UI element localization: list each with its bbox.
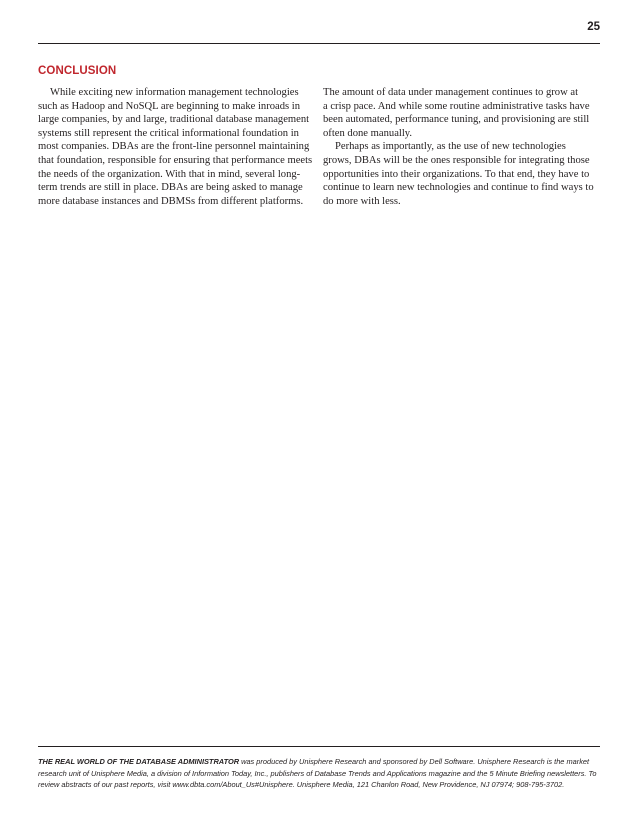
text-line: that foundation, responsible for ensuring that performance meets [38,154,313,166]
text-line: more database instances and DBMSs from different platforms. [38,195,304,207]
text-line: large companies, by and large, traditional database management [38,114,310,126]
right-paragraph-2 [323,140,601,208]
text-line: most companies. DBAs are the front-line personnel maintaining [38,141,310,153]
text-line: grows, DBAs will be the ones responsible for integrating those [323,154,590,166]
footer-divider [38,746,600,747]
right-paragraph-1 [323,86,601,140]
text-line: term trends are still in place. DBAs are being asked to manage [38,182,303,194]
footer-note [38,756,604,791]
footer-title: THE REAL WORLD OF THE DATABASE ADMINISTRATOR [38,757,240,766]
text-line: continue to learn new technologies and continue to find ways to [323,182,594,194]
text-line: a crisp pace. And while some routine administrative tasks have [323,100,590,112]
section-heading: CONCLUSION [38,65,117,77]
footer-text: was produced by Unisphere Research and sponsored by Dell Software. Unisphere Research is the market research unit of Unisphere Media, a division of Information Today, Inc., publishers of Database Trends and Applications magazine and the 5 Minute Briefing newsletters. To review abstracts of our past reports, visit www.dbta.com/About_Us#Unisphere. Unisphere Media, 121 Chanlon Road, New Providence, NJ 07974; 908-795-3702. [38,757,597,790]
text-line: systems still represent the critical informational foundation in [38,127,299,139]
right-column [323,86,601,208]
text-line: While exciting new information management technologies [50,87,299,98]
text-line: the needs of the organization. With that in mind, several long- [38,168,301,180]
page-number: 25 [587,21,600,33]
text-line: Perhaps as importantly, as the use of new technologies [335,141,566,153]
text-line: opportunities into their organizations. To that end, they have to [323,168,590,180]
left-paragraph [38,86,316,208]
text-line: often done manually. [323,127,413,139]
text-line: The amount of data under management continues to grow at [323,87,579,98]
header-divider [38,43,600,44]
left-column [38,86,316,208]
text-line: such as Hadoop and NoSQL are beginning to make inroads in [38,100,301,112]
text-line: do more with less. [323,195,401,207]
text-line: been automated, performance tuning, and provisioning are still [323,114,590,126]
